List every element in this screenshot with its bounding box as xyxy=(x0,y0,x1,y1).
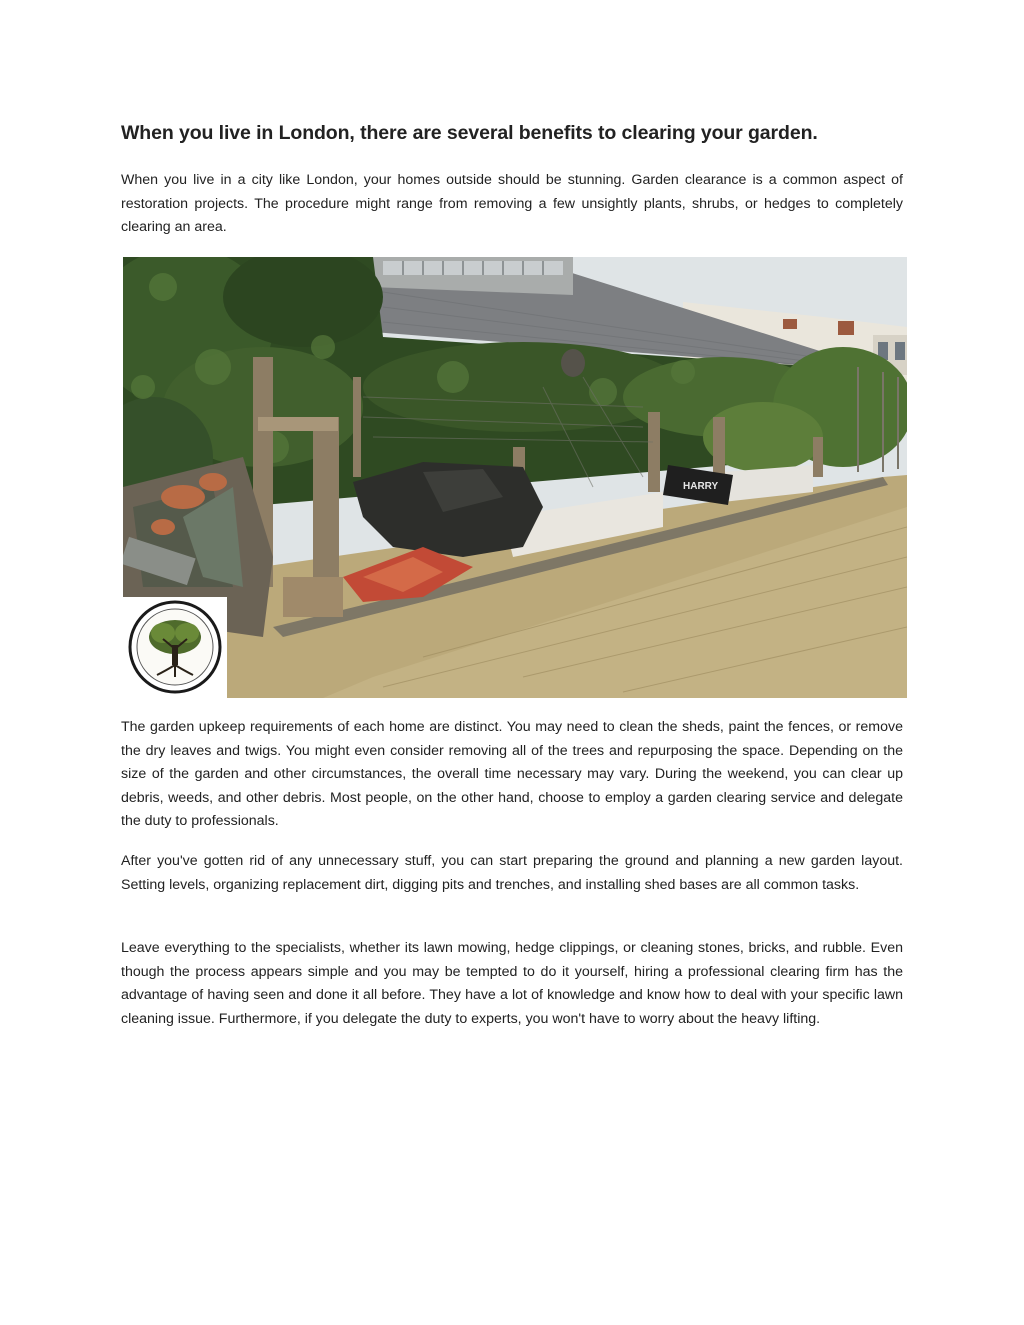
paragraph-preparation: After you've gotten rid of any unnecessary stuff, you can start preparing the ground and planning a new garden layout. Setting levels, organizing replacement dirt, digging pits and trenches, and installing shed bases are all common tasks. xyxy=(121,853,903,893)
paragraph-specialists: Leave everything to the specialists, whether its lawn mowing, hedge clippings, or cleaning stones, bricks, and rubble. Even though the process appears simple and you may be tempted to do it yourself, hiring a professional clearing firm has the advantage of having seen and done it all before. They have a lot of knowledge and know how to deal with your specific lawn cleaning issue. Furthermore, if you delegate the duty to experts, you won't have to worry about the heavy lifting. xyxy=(121,940,903,1027)
article-title: When you live in London, there are several benefits to clearing your garden. xyxy=(121,122,818,144)
garden-scene-illustration xyxy=(123,257,907,698)
paragraph-intro: When you live in a city like London, your homes outside should be stunning. Garden clearance is a common aspect of restoration projects. The procedure might range from removing a few unsightly plants, shrubs, or hedges to completely clearing an area. xyxy=(121,172,903,235)
tree-logo-icon xyxy=(123,597,227,698)
company-logo xyxy=(123,597,227,698)
garden-photo xyxy=(123,257,907,698)
paragraph-upkeep: The garden upkeep requirements of each home are distinct. You may need to clean the sheds, paint the fences, or remove the dry leaves and twigs. You might even consider removing all of the trees and repurposing the space. Depending on the size of the garden and other circumstances, the overall time necessary may vary. During the weekend, you can clear up debris, weeds, and other debris. Most people, on the other hand, choose to employ a garden clearing service and delegate the duty to professionals. xyxy=(121,719,903,829)
sign-text: HARRY xyxy=(683,481,719,492)
